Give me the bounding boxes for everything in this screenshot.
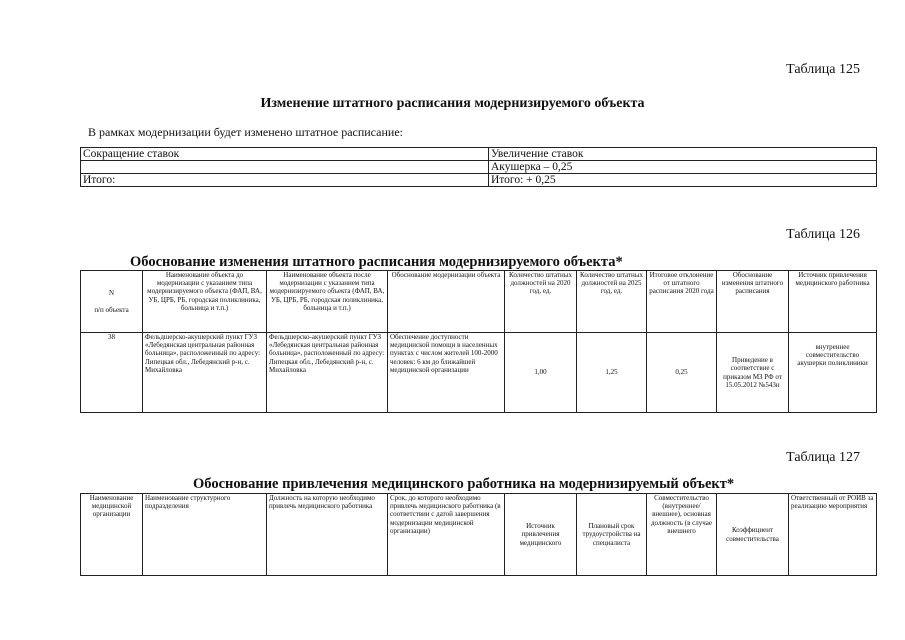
header-cell: Наименование структурного подразделения	[143, 494, 267, 576]
table-127-label: Таблица 127	[786, 450, 860, 465]
table-cell	[267, 333, 388, 413]
cell-text: Фельдшерско-акушерский пункт ГУЗ «Лебедянская центральная районная больница», расположенный по адресу: Липецкая обл., Лебедянский р-н, с. Михайловка	[269, 333, 385, 374]
table-cell: Обеспечение доступности медицинской помощи в населенных пунктах с числом жителей 100-2000 человек: 6 км до ближайшей медицинской организации	[388, 333, 505, 413]
table-row	[81, 333, 877, 413]
header-cell: Обоснование изменения штатного расписания	[717, 271, 789, 333]
table-cell: 0,25	[647, 333, 717, 413]
table-cell: Сокращение ставок	[81, 148, 489, 161]
table-cell: Приведение в соответствие с приказом МЗ РФ от 15.05.2012 №543н	[717, 333, 789, 413]
table-126-title: Обоснование изменения штатного расписания модернизируемого объекта*	[130, 254, 623, 270]
table-cell: Итого: + 0,25	[489, 174, 877, 187]
header-cell: Наименование объекта после модернизации с указанием типа модернизируемого объекта (ФАП, ВА, УБ, ЦРБ, РБ, городская поликлиника, больница и т.п.)	[267, 271, 388, 333]
header-cell: Наименование медицинской организации	[81, 494, 143, 576]
table-cell: Акушерка – 0,25	[489, 161, 877, 174]
table-cell: Итого:	[81, 174, 489, 187]
header-cell: Итоговое отклонение от штатного расписания 2020 года	[647, 271, 717, 333]
header-cell: Срок, до которого необходимо привлечь медицинского работника (в соответствии с датой завершения модернизации медицинской организации)	[388, 494, 505, 576]
table-cell: внутреннее совместительство акушерки поликлиники	[789, 333, 877, 413]
table-cell	[143, 333, 267, 413]
table-cell: 38	[81, 333, 143, 413]
table-row	[81, 148, 877, 161]
header-cell: Совместительство (внутреннее/внешнее), основная должность (в случае внешнего	[647, 494, 717, 576]
header-cell: Источник привлечения медицинского	[505, 494, 577, 576]
table-127-title: Обоснование привлечения медицинского работника на модернизируемый объект*	[193, 476, 735, 492]
header-cell: Ответственный от РОИВ за реализацию мероприятия	[789, 494, 877, 576]
header-cell: Плановый срок трудоустройства на специалиста	[577, 494, 647, 576]
header-cell: Должность на которую необходимо привлечь медицинского работника	[267, 494, 388, 576]
header-cell: Количество штатных должностей на 2025 год, ед.	[577, 271, 647, 333]
table-header-row	[81, 494, 877, 576]
header-cell: Количество штатных должностей на 2020 год, ед.	[505, 271, 577, 333]
header-cell: Источник привлечения медицинского работника	[789, 271, 877, 333]
table-126-label: Таблица 126	[786, 227, 860, 242]
table-row	[81, 161, 877, 174]
cell-text: Фельдшерско-акушерский пункт ГУЗ «Лебедянская центральная районная больница», расположенный по адресу: Липецкая обл., Лебедянский р-н, с. Михайловка	[145, 333, 261, 374]
table-127	[80, 493, 877, 576]
table-cell	[81, 161, 489, 174]
table-125-title: Изменение штатного расписания модернизируемого объекта	[260, 96, 645, 111]
table-126	[80, 270, 877, 413]
header-cell: Коэффициент совместительства	[717, 494, 789, 576]
header-cell: Наименование объекта до модернизации с указанием типа модернизируемого объекта (ФАП, ВА, УБ, ЦРБ, РБ, городская поликлиника, больница и т.п.)	[143, 271, 267, 333]
table-cell: Увеличение ставок	[489, 148, 877, 161]
table-125-intro: В рамках модернизации будет изменено штатное расписание:	[88, 125, 403, 139]
table-cell: 1,25	[577, 333, 647, 413]
table-125-label: Таблица 125	[786, 62, 860, 77]
table-header-row	[81, 271, 877, 333]
table-125	[80, 147, 877, 187]
table-cell: 1,00	[505, 333, 577, 413]
table-row	[81, 174, 877, 187]
header-cell: Обоснование модернизации объекта	[388, 271, 505, 333]
header-text: N п/п объекта	[94, 289, 129, 314]
header-cell	[81, 271, 143, 333]
